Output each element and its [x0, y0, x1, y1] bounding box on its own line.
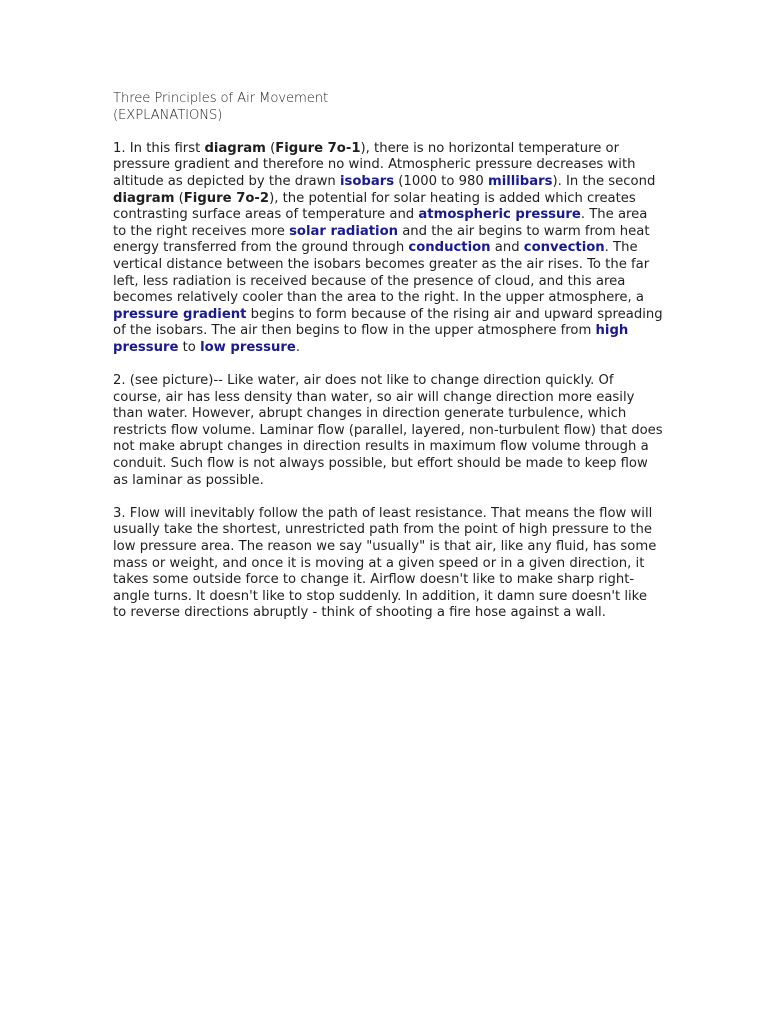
title-block: [113, 91, 663, 124]
link-atmospheric-pressure[interactable]: atmospheric pressure: [418, 207, 581, 223]
link-conduction[interactable]: conduction: [408, 240, 491, 256]
paragraph-1-text: and: [490, 240, 524, 256]
paragraph-1-text: (1000 to 980: [394, 173, 488, 189]
bold-term-diagram: diagram: [113, 190, 175, 206]
link-millibars[interactable]: millibars: [487, 173, 553, 189]
link-isobars[interactable]: isobars: [339, 173, 395, 189]
paragraph-1-text: begins to form because of the rising air and upward spreading of the isobars. The air then begins to flow in the upper atmosphere from: [113, 306, 663, 339]
paragraph-1-text: (: [265, 140, 276, 156]
paragraph-3: 3. Flow will inevitably follow the path of least resistance. That means the flow will usually take the shortest, unrestricted path from the point of high pressure to the low pressure area. The reason we say "usually" is that air, like any fluid, has some mass or weight, and once it is moving at a given speed or in a given direction, it takes some outside force to change it. Airflow doesn't like to make sharp right-angle turns. It doesn't like to stop suddenly. In addition, it damn sure doesn't like to reverse directions abruptly - think of shooting a fire hose against a wall.: [113, 505, 657, 621]
paragraph-1: [113, 141, 663, 357]
document-body: [113, 91, 663, 639]
bold-term-figure: Figure 7o-2: [183, 190, 270, 206]
paragraph-1-text: ). In the second: [552, 173, 656, 189]
document-title: Three Principles of Air Movement: [113, 91, 329, 106]
paragraph-1-text: to: [178, 339, 201, 355]
link-high-pressure[interactable]: high pressure: [113, 323, 629, 355]
paragraph-1-text: .: [295, 339, 301, 355]
link-pressure-gradient[interactable]: pressure gradient: [113, 306, 247, 322]
paragraph-1-text: and the air begins to warm from heat energy transferred from the ground through: [113, 223, 650, 256]
bold-term-diagram: diagram: [204, 140, 266, 156]
paragraph-1-text: 1. In this first: [113, 140, 205, 156]
link-solar-radiation[interactable]: solar radiation: [289, 223, 399, 239]
link-convection[interactable]: convection: [523, 240, 605, 256]
paragraph-1-text: ), there is no horizontal temperature or pressure gradient and therefore no wind. Atmospheric pressure decreases with altitude as depicted by the drawn: [113, 140, 636, 189]
paragraph-2: 2. (see picture)-- Like water, air does not like to change direction quickly. Of course, air has less density than water, so air will change direction more easily than water. However, abrupt changes in direction generate turbulence, which restricts flow volume. Laminar flow (parallel, layered, non-turbulent flow) that does not make abrupt changes in direction results in maximum flow volume through a conduit. Such flow is not always possible, but effort should be made to keep flow as laminar as possible.: [113, 373, 663, 488]
paragraph-1-text: . The area to the right receives more: [113, 207, 648, 239]
paragraph-1-text: (: [174, 190, 184, 206]
paragraph-1-text: . The vertical distance between the isobars becomes greater as the air rises. To the far left, less radiation is received because of the presence of cloud, and this area becomes relatively cooler than the area to the right. In the upper atmosphere, a: [113, 240, 650, 306]
paragraph-1-text: ), the potential for solar heating is added which creates contrasting surface areas of temperature and: [113, 190, 636, 223]
bold-term-figure: Figure 7o-1: [275, 140, 361, 156]
document-subtitle: (EXPLANATIONS): [113, 107, 223, 123]
link-low-pressure[interactable]: low pressure: [200, 339, 296, 355]
